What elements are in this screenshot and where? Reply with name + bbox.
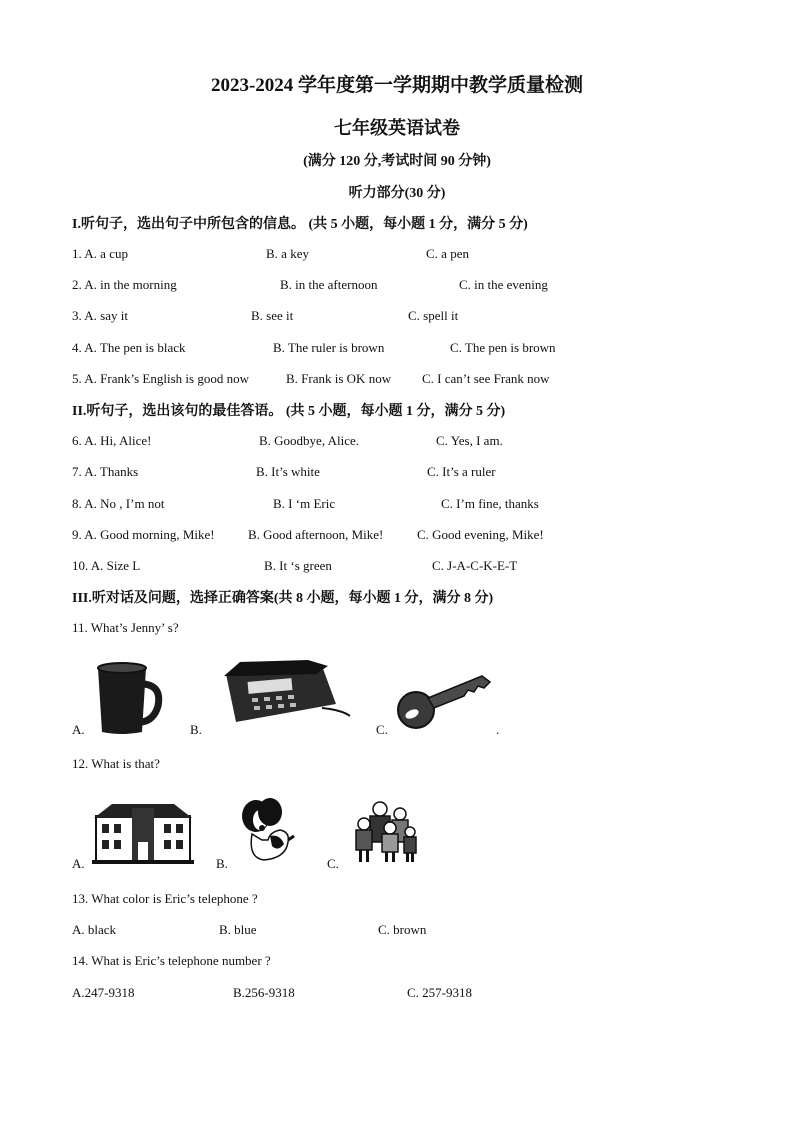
q2-option-a: 2. A. in the morning: [72, 277, 177, 292]
q3-option-a: 3. A. say it: [72, 308, 128, 323]
q4-option-c: C. The pen is brown: [450, 340, 556, 355]
q2-option-c: C. in the evening: [459, 277, 548, 292]
q1-option-b: B. a key: [266, 246, 309, 261]
q14-option-c: C. 257-9318: [407, 985, 472, 1000]
q14-option-a: A.247-9318: [72, 985, 135, 1000]
q12-option-b: B.: [216, 856, 228, 871]
q11-option-c: C.: [376, 722, 388, 737]
q13-stem: 13. What color is Eric’s telephone ?: [72, 891, 258, 906]
q13-option-a: A. black: [72, 922, 117, 937]
q14-stem: 14. What is Eric’s telephone number ?: [72, 953, 271, 968]
q5-option-b: B. Frank is OK now: [286, 371, 392, 386]
q6-option-c: C. Yes, I am.: [436, 433, 503, 448]
q10-option-c: C. J-A-C-K-E-T: [432, 558, 518, 573]
q9-option-b: B. Good afternoon, Mike!: [248, 527, 384, 542]
telephone-image: [212, 658, 354, 728]
q13-option-b: B. blue: [219, 922, 257, 937]
q4-option-b: B. The ruler is brown: [273, 340, 385, 355]
key-image: [394, 668, 494, 732]
family-image: [350, 800, 422, 864]
q1-option-a: 1. A. a cup: [72, 246, 128, 261]
q8-option-b: B. I ‘m Eric: [273, 496, 336, 511]
q12-stem: 12. What is that?: [72, 756, 160, 771]
q8-option-a: 8. A. No , I’m not: [72, 496, 165, 511]
dog-image: [234, 796, 296, 862]
q4-option-a: 4. A. The pen is black: [72, 340, 186, 355]
q3-option-b: B. see it: [251, 308, 294, 323]
part-heading: 听力部分(30 分): [348, 186, 446, 201]
q12-option-a: A.: [72, 856, 85, 871]
q6-option-b: B. Goodbye, Alice.: [259, 433, 360, 448]
building-image: [92, 802, 194, 864]
q11-option-a: A.: [72, 722, 85, 737]
section-1-heading: I.听句子，选出句子中所包含的信息。 (共 5 小题，每小题 1 分，满分 5 分): [72, 217, 528, 232]
q9-option-c: C. Good evening, Mike!: [417, 527, 544, 542]
q8-option-c: C. I’m fine, thanks: [441, 496, 539, 511]
q12-option-c: C.: [327, 856, 339, 871]
q1-option-c: C. a pen: [426, 246, 469, 261]
q13-option-c: C. brown: [378, 922, 427, 937]
q6-option-a: 6. A. Hi, Alice!: [72, 433, 152, 448]
q10-option-a: 10. A. Size L: [72, 558, 141, 573]
q11-trailing-dot: .: [496, 722, 500, 737]
q3-option-c: C. spell it: [408, 308, 459, 323]
section-2-heading: II.听句子，选出该句的最佳答语。 (共 5 小题，每小题 1 分，满分 5 分): [72, 404, 506, 419]
q7-option-b: B. It’s white: [256, 464, 320, 479]
q10-option-b: B. It ‘s green: [264, 558, 332, 573]
q5-option-c: C. I can’t see Frank now: [422, 371, 550, 386]
q7-option-a: 7. A. Thanks: [72, 464, 139, 479]
exam-title: 2023-2024 学年度第一学期期中教学质量检测: [210, 75, 584, 96]
q14-option-b: B.256-9318: [233, 985, 295, 1000]
section-3-heading: III.听对话及问题，选择正确答案(共 8 小题，每小题 1 分，满分 8 分): [72, 591, 494, 606]
q11-stem: 11. What’s Jenny’ s?: [72, 620, 179, 635]
q7-option-c: C. It’s a ruler: [427, 464, 496, 479]
exam-subtitle: 七年级英语试卷: [334, 118, 460, 138]
q9-option-a: 9. A. Good morning, Mike!: [72, 527, 215, 542]
q11-option-b: B.: [190, 722, 202, 737]
q2-option-b: B. in the afternoon: [280, 277, 378, 292]
score-time: (满分 120 分,考试时间 90 分钟): [303, 154, 491, 169]
cup-image: [92, 660, 164, 736]
q5-option-a: 5. A. Frank’s English is good now: [72, 371, 249, 386]
